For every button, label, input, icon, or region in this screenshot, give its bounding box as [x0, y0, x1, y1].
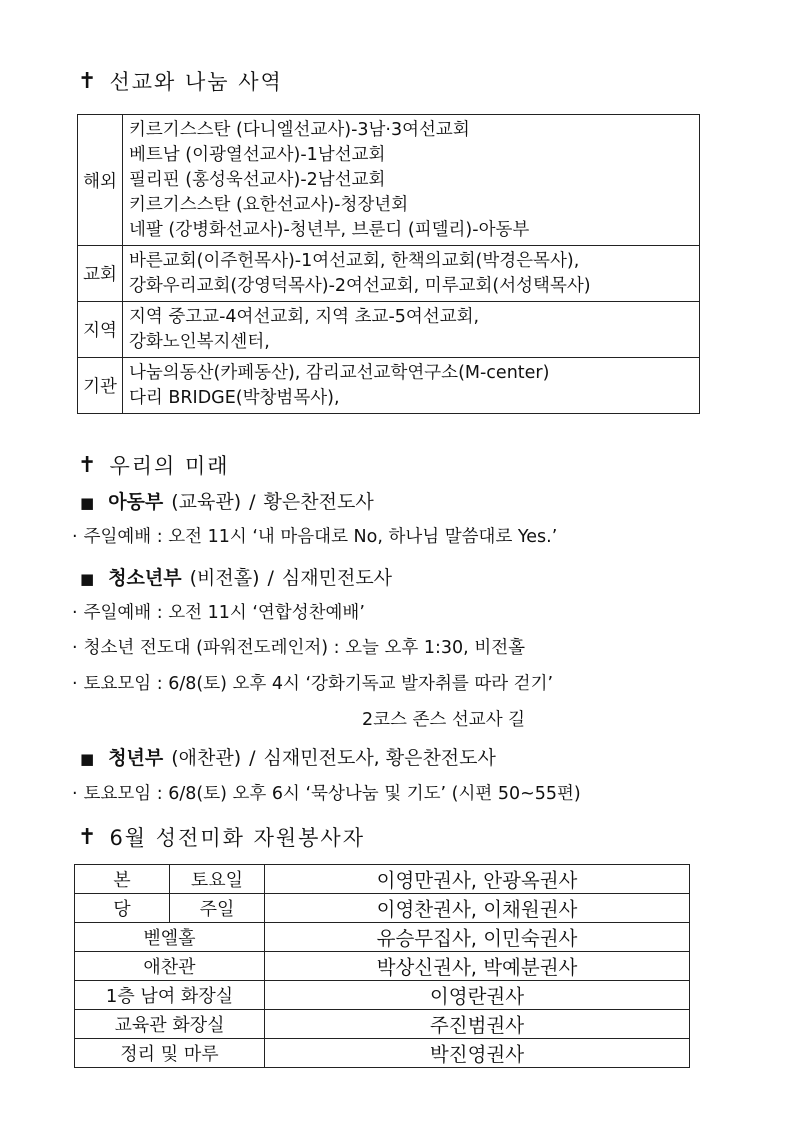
volunteers-heading-text: 6월 성전미화 자원봉사자: [109, 826, 366, 850]
main-hall-label-top: 본: [75, 865, 170, 894]
cross-icon: ✝: [78, 452, 98, 478]
mission-content: [123, 358, 700, 414]
mission-content: [123, 246, 700, 302]
volunteer-names: 유승무집사, 이민숙권사: [265, 923, 690, 952]
dept-place: (교육관): [171, 491, 242, 513]
square-bullet-icon: ■: [80, 494, 95, 512]
children-dept-heading: [80, 487, 374, 514]
square-bullet-icon: ■: [80, 570, 95, 588]
dept-leader: 심재민전도사, 황은찬전도사: [263, 747, 496, 769]
mission-line: 강화노인복지센터,: [129, 332, 270, 352]
area-label: 교육관 화장실: [75, 1010, 265, 1039]
main-hall-label-bottom: 당: [75, 894, 170, 923]
dot-bullet-icon: ·: [72, 527, 78, 547]
area-label: 벧엘홀: [75, 923, 265, 952]
mission-row-region: [78, 302, 700, 358]
table-row: [75, 1010, 690, 1039]
schedule-text: 청소년 전도대 (파워전도레인저) : 오늘 오후 1:30, 비전홀: [83, 638, 526, 658]
schedule-line: [72, 780, 581, 805]
schedule-continuation: 2코스 존스 선교사 길: [362, 710, 526, 730]
schedule-text: 토요모임 : 6/8(토) 오후 4시 ‘강화기독교 발자취를 따라 걷기’: [83, 674, 554, 694]
volunteer-names: 박진영권사: [265, 1039, 690, 1068]
future-heading-text: 우리의 미래: [109, 454, 230, 478]
table-row: [75, 981, 690, 1010]
mission-content: [123, 115, 700, 246]
dot-bullet-icon: ·: [72, 638, 78, 658]
mission-line: 키르기스스탄 (요한선교사)-청장년회: [129, 195, 409, 215]
mission-line: 강화우리교회(강영덕목사)-2여선교회, 미루교회(서성택목사): [129, 276, 591, 296]
mission-row-institution: [78, 358, 700, 414]
mission-line: 나눔의동산(카페동산), 감리교선교학연구소(M-center): [129, 363, 550, 383]
dept-name: 아동부: [108, 491, 164, 513]
area-label: 1층 남여 화장실: [75, 981, 265, 1010]
dot-bullet-icon: ·: [72, 603, 78, 623]
dept-place: (비전홀): [189, 567, 260, 589]
dept-leader: 황은찬전도사: [263, 491, 374, 513]
dept-separator: /: [249, 747, 256, 769]
schedule-line: [72, 670, 553, 695]
mission-line: 바른교회(이주헌목사)-1여선교회, 한책의교회(박경은목사),: [129, 251, 580, 271]
dept-place: (애찬관): [171, 747, 242, 769]
table-row: [75, 1039, 690, 1068]
table-row: [75, 952, 690, 981]
dot-bullet-icon: ·: [72, 784, 78, 804]
dept-name: 청년부: [108, 747, 164, 769]
cross-icon: ✝: [78, 824, 98, 850]
area-label: 정리 및 마루: [75, 1039, 265, 1068]
mission-heading-text: 선교와 나눔 사역: [109, 70, 283, 94]
volunteer-names: 주진범권사: [265, 1010, 690, 1039]
mission-line: 지역 중고교-4여선교회, 지역 초교-5여선교회,: [129, 307, 480, 327]
table-row: [75, 923, 690, 952]
mission-category: 교회: [78, 246, 123, 302]
mission-line: 베트남 (이광열선교사)-1남선교회: [129, 145, 386, 165]
dept-separator: /: [249, 491, 256, 513]
volunteer-names: 박상신권사, 박예분권사: [265, 952, 690, 981]
future-heading: [78, 450, 230, 480]
dept-name: 청소년부: [108, 567, 182, 589]
mission-row-overseas: [78, 115, 700, 246]
mission-line: 다리 BRIDGE(박창범목사),: [129, 388, 340, 408]
schedule-line: [72, 523, 557, 548]
mission-row-church: [78, 246, 700, 302]
square-bullet-icon: ■: [80, 750, 95, 768]
mission-category: 기관: [78, 358, 123, 414]
schedule-text: 주일예배 : 오전 11시 ‘연합성찬예배’: [83, 603, 365, 623]
volunteer-names: 이영찬권사, 이채원권사: [265, 894, 690, 923]
mission-line: 키르기스스탄 (다니엘선교사)-3남·3여선교회: [129, 120, 470, 140]
dot-bullet-icon: ·: [72, 674, 78, 694]
area-label: 애찬관: [75, 952, 265, 981]
mission-category: 해외: [78, 115, 123, 246]
day-label: 주일: [170, 894, 265, 923]
mission-line: 네팔 (강병화선교사)-청년부, 브룬디 (피델리)-아동부: [129, 220, 530, 240]
table-row: [75, 865, 690, 894]
schedule-text: 토요모임 : 6/8(토) 오후 6시 ‘묵상나눔 및 기도’ (시편 50~55편): [83, 784, 581, 804]
mission-content: [123, 302, 700, 358]
schedule-text: 주일예배 : 오전 11시 ‘내 마음대로 No, 하나님 말씀대로 Yes.’: [83, 527, 558, 547]
schedule-line: [72, 599, 365, 624]
mission-heading: [78, 66, 283, 96]
mission-category: 지역: [78, 302, 123, 358]
volunteers-table: [74, 864, 690, 1068]
dept-leader: 심재민전도사: [281, 567, 393, 589]
volunteer-names: 이영만권사, 안광옥권사: [265, 865, 690, 894]
table-row: [75, 894, 690, 923]
volunteer-names: 이영란권사: [265, 981, 690, 1010]
schedule-line: [72, 634, 525, 659]
dept-separator: /: [267, 567, 274, 589]
day-label: 토요일: [170, 865, 265, 894]
cross-icon: ✝: [78, 68, 98, 94]
mission-line: 필리핀 (홍성욱선교사)-2남선교회: [129, 170, 386, 190]
youth-dept-heading: [80, 563, 392, 590]
volunteers-heading: [78, 822, 365, 852]
mission-table: [77, 114, 700, 414]
young-adults-dept-heading: [80, 743, 496, 770]
